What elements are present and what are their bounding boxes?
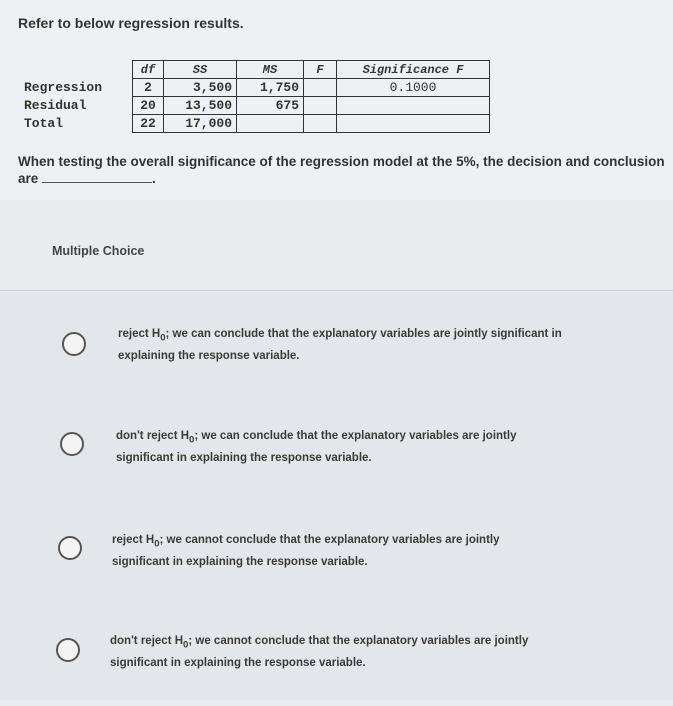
cell-ms: 1,750	[237, 79, 304, 97]
cell-ss: 3,500	[164, 79, 237, 97]
divider	[0, 290, 673, 291]
option-prefix: don't reject H	[116, 430, 190, 442]
option-3-text	[112, 531, 542, 571]
radio-button[interactable]	[62, 332, 86, 356]
radio-button[interactable]	[56, 638, 80, 662]
option-prefix: reject H	[112, 534, 155, 546]
option-subscript: 0	[189, 434, 195, 446]
cell-ss: 17,000	[164, 115, 237, 133]
cell-ss: 13,500	[164, 97, 237, 115]
row-label: Residual	[24, 98, 87, 113]
option-2-text	[116, 427, 546, 467]
cell-f	[304, 97, 337, 115]
option-prefix: reject H	[118, 328, 161, 340]
multiple-choice-label: Multiple Choice	[52, 244, 145, 258]
header-ms: MS	[237, 61, 304, 79]
cell-significance-f: 0.1000	[337, 79, 490, 97]
option-1[interactable]	[0, 320, 673, 400]
option-4-text	[110, 632, 540, 672]
option-1-text	[118, 325, 588, 365]
regression-table	[20, 60, 490, 133]
header-ss: SS	[164, 61, 237, 79]
table-row	[20, 97, 490, 115]
option-2[interactable]	[0, 422, 673, 502]
cell-significance-f	[337, 97, 490, 115]
option-prefix: don't reject H	[110, 635, 184, 647]
cell-df: 22	[133, 115, 164, 133]
question-area	[0, 0, 673, 200]
row-label: Regression	[24, 80, 103, 95]
header-f: F	[304, 61, 337, 79]
cell-f	[304, 79, 337, 97]
answer-blank	[42, 170, 152, 183]
cell-f	[304, 115, 337, 133]
cell-significance-f	[337, 115, 490, 133]
options-panel	[0, 292, 673, 700]
option-body: ; we can conclude that the explanatory variables are jointly significant in explaining the response variable.	[118, 328, 562, 363]
radio-button[interactable]	[60, 432, 84, 456]
question-body: When testing the overall significance of the regression model at the 5%, the decision and conclusion are	[18, 154, 665, 186]
cell-ms	[237, 115, 304, 133]
option-body: ; we cannot conclude that the explanatory variables are jointly significant in explaining the response variable.	[112, 534, 500, 569]
option-subscript: 0	[160, 332, 166, 344]
option-subscript: 0	[154, 538, 160, 550]
row-label: Total	[24, 116, 64, 131]
cell-df: 2	[133, 79, 164, 97]
intro-text: Refer to below regression results.	[18, 15, 244, 31]
option-body: ; we cannot conclude that the explanatory variables are jointly significant in explaining the response variable.	[110, 635, 529, 670]
option-subscript: 0	[183, 639, 189, 651]
table-row	[20, 115, 490, 133]
header-df: df	[133, 61, 164, 79]
question-end: .	[152, 171, 156, 186]
table-header-row	[20, 61, 490, 79]
option-3[interactable]	[0, 526, 673, 606]
radio-button[interactable]	[58, 536, 82, 560]
option-body: ; we can conclude that the explanatory variables are jointly significant in explaining the response variable.	[116, 430, 517, 465]
header-empty	[20, 61, 133, 79]
question-text	[18, 154, 668, 187]
cell-df: 20	[133, 97, 164, 115]
cell-ms: 675	[237, 97, 304, 115]
header-significance-f: Significance F	[337, 61, 490, 79]
table-row	[20, 79, 490, 97]
option-4[interactable]	[0, 626, 673, 706]
